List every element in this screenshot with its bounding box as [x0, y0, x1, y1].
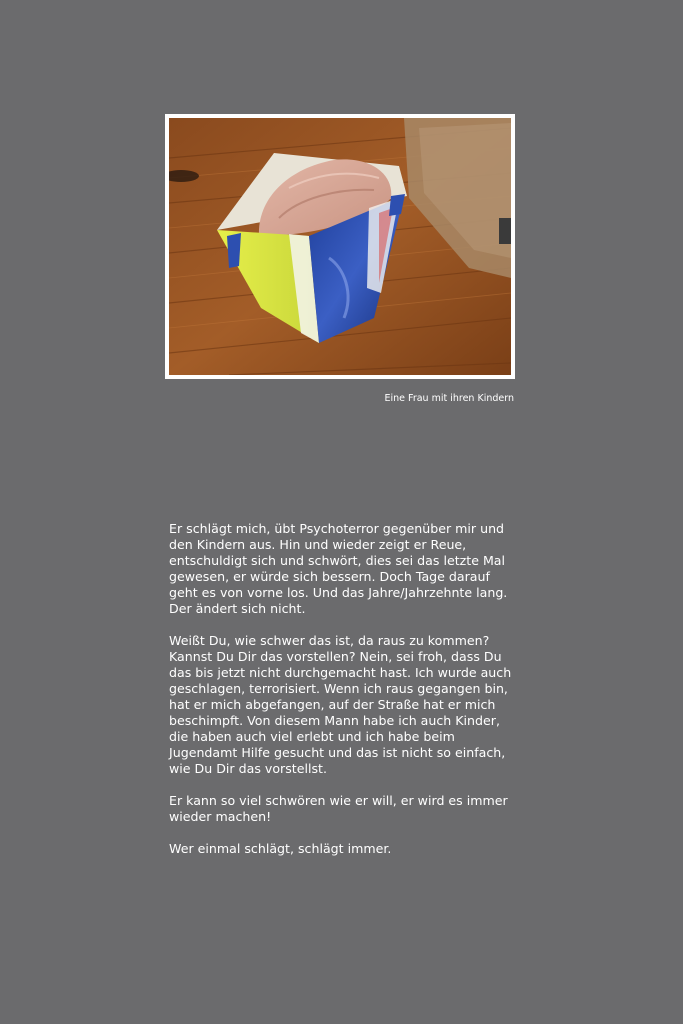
paragraph: Er kann so viel schwören wie er will, er wird es immer wieder machen! — [169, 793, 508, 824]
photo-caption: Eine Frau mit ihren Kindern — [384, 393, 514, 404]
paragraph: Weißt Du, wie schwer das ist, da raus zu kommen? Kannst Du Dir das vorstellen? Nein, sei froh, dass Du das bis jetzt nicht durchgemacht hast. Ich wurde auch geschlagen, terrorisiert. Wenn ich raus gegangen bin, hat er mich abgefangen, auf der Straße hat er mich beschimpft. Von diesem Mann habe ich auch Kinder, die haben auch viel erlebt und ich habe beim Jugendamt Hilfe gesucht und das ist nicht so einfach, wie Du Dir das vorstellst. — [169, 633, 512, 776]
photo — [165, 114, 515, 379]
paragraph: Wer einmal schlägt, schlägt immer. — [169, 841, 392, 856]
shopping-bag-photo — [169, 118, 511, 375]
paragraph: Er schlägt mich, übt Psychoterror gegenüber mir und den Kindern aus. Hin und wieder zeigt er Reue, entschuldigt sich und schwört, dies sei das letzte Mal gewesen, er würde sich bessern. Doch Tage darauf geht es von vorne los. Und das Jahre/Jahrzehnte lang. Der ändert sich nicht. — [169, 521, 508, 616]
article-body — [169, 521, 519, 873]
